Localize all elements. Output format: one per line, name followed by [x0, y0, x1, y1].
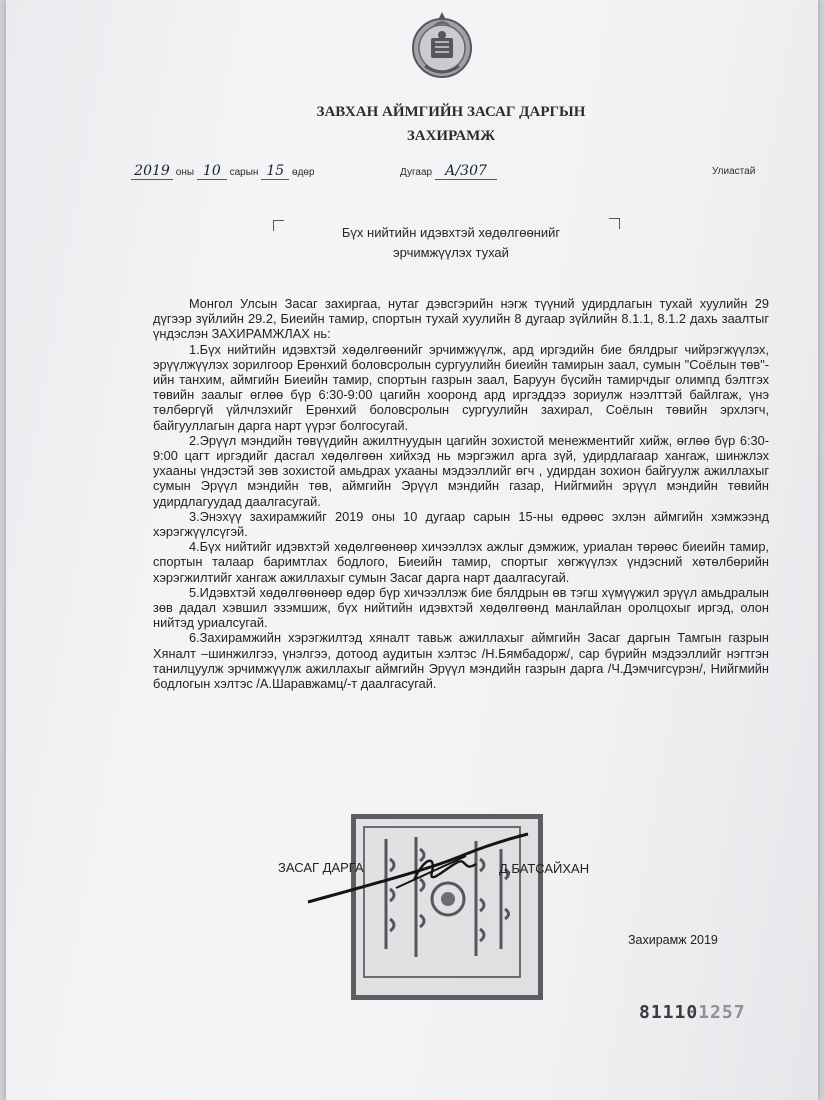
day-handwritten: 15 [261, 163, 289, 180]
footer-label: Захирамж 2019 [628, 933, 718, 947]
issuer-title: ЗАВХАН АЙМГИЙН ЗАСАГ ДАРГЫН [316, 104, 586, 120]
clause-4: 4.Бүх нийтийг идэвхтэй хөдөлгөөнөөр хичээллэх ажлыг дэмжиж, уриалан төрөөс биеийн тамир, спортын талаар баримтлах бодлого, Биеийн тамир, спортыг хөгжүүлэх үндэсний хөтөлбөрийн хэрэгжилтийг хангаж ажиллахыг сумын Засаг дарга нарт даалгасугай. [153, 539, 769, 585]
subject-line-2: эрчимжүүлэх тухай [393, 245, 509, 260]
clause-6: 6.Захирамжийн хэрэгжилтэд хяналт тавьж ажиллахыг аймгийн Засаг даргын Тамгын газрын Хяналт –шинжилгээ, үнэлгээ, дотоод аудитын хэлтэс /Н.Бямбадорж/, сар бүрийн мэдээллийг нэгтгэн танилцуулж эрчимжүүлж ажиллахыг аймгийн Эрүүл мэндийн газрын дарга /Ч.Дэмчигсүрэн/, Нийгмийн бодлогын хэлтэс /А.Шаравжамц/-т даалгасугай. [153, 630, 769, 692]
signatory-role: ЗАСАГ ДАРГА [278, 860, 364, 875]
number-line [400, 163, 497, 180]
signatory-name: Д.БАТСАЙХАН [499, 861, 590, 876]
serial-number-digits: 81110 [639, 1002, 699, 1023]
clause-1: 1.Бүх нийтийн идэвхтэй хөдөлгөөнийг эрчимжүүлж, ард иргэдийн бие бялдрыг чийрэгжүүлэх, эрүүлжүүлэх зорилгоор Ерөнхий боловсролын сургуулийн биеийн тамирын заал, сумын "Соёлын төв"-ийн танхим, аймгийн Биеийн тамир, спортын газрын заал, Баруун бүсийн тамирчдыг олимпд бэлтгэх төвийн заалыг өглөө бүр 6:30-9:00 цагийн хооронд ард иргэддээ зориулж нээлттэй байлгаж, үнэ төлбөргүй үйлчлэхийг Ерөнхий боловсролын сургуулийн захирал, Соёлын төвийн эрхлэгч, байгууллагын дарга нарт үүрэг болгосугай. [153, 341, 769, 433]
number-handwritten: А/307 [435, 163, 497, 180]
year-handwritten: 2019 [131, 163, 173, 180]
clause-2: 2.Эрүүл мэндийн төвүүдийн ажилтнуудын цагийн зохистой менежментийг хийж, өглөө бүр 6:30-9:00 цагт иргэдийг дасгал хөдөлгөөн хийхэд нь мэргэжил арга зүй, удирдлагаар хангаж, шинжлэх ухааны үндэстэй зөв зохистой амьдрах ухааны мэдээллийг өгч , удирдан зохион байгуулж ажиллахыг сумын Эрүүл мэндийн төв, аймгийн Эрүүл мэндийн газар, Нийгмийн эрүүл мэндийн төвийн удирдлагуудад даалгасугай. [153, 432, 769, 509]
date-line [131, 163, 315, 180]
year-suffix: оны [175, 167, 195, 178]
day-suffix: өдөр [292, 167, 315, 178]
document-type-title: ЗАХИРАМЖ [406, 128, 496, 144]
preamble-paragraph: Монгол Улсын Засаг захиргаа, нутаг дэвсгэрийн нэгж түүний удирдлагын тухай хуулийн 29 дүгээр зүйлийн 29.2, Биеийн тамир, спортын тухай хуулийн 8 дугаар зүйлийн 8.1.1, 8.1.2 дахь заалтыг үндэслэн ЗАХИРАМЖЛАХ нь: [153, 296, 769, 342]
clause-5: 5.Идэвхтэй хөдөлгөөнөөр өдөр бүр хичээллэж бие бялдрын өв тэгш хүмүүжил эрүүл амьдралын зөв дадал хэвшил эзэмшиж, бүх нийтийн идэвхтэй хөдөлгөөнд манлайлан оролцохыг иргэд, олон нийтэд уриалсугай. [153, 584, 769, 631]
handwritten-signature [306, 828, 536, 908]
month-handwritten: 10 [197, 163, 227, 180]
document-page [6, 0, 818, 1100]
decree-body [153, 296, 769, 691]
number-label: Дугаар [400, 167, 433, 178]
place-name: Улиастай [712, 166, 756, 177]
month-suffix: сарын [229, 167, 259, 178]
state-emblem-icon [411, 6, 473, 86]
serial-number [639, 1002, 746, 1023]
serial-number-faded: 1257 [698, 1002, 746, 1023]
clause-3: 3.Энэхүү захирамжийг 2019 оны 10 дугаар сарын 15-ны өдрөөс эхлэн аймгийн хэмжээнд хэрэгжүүлсүгэй. [153, 508, 769, 540]
subject-line-1: Бүх нийтийн идэвхтэй хөдөлгөөнийг [341, 225, 561, 240]
